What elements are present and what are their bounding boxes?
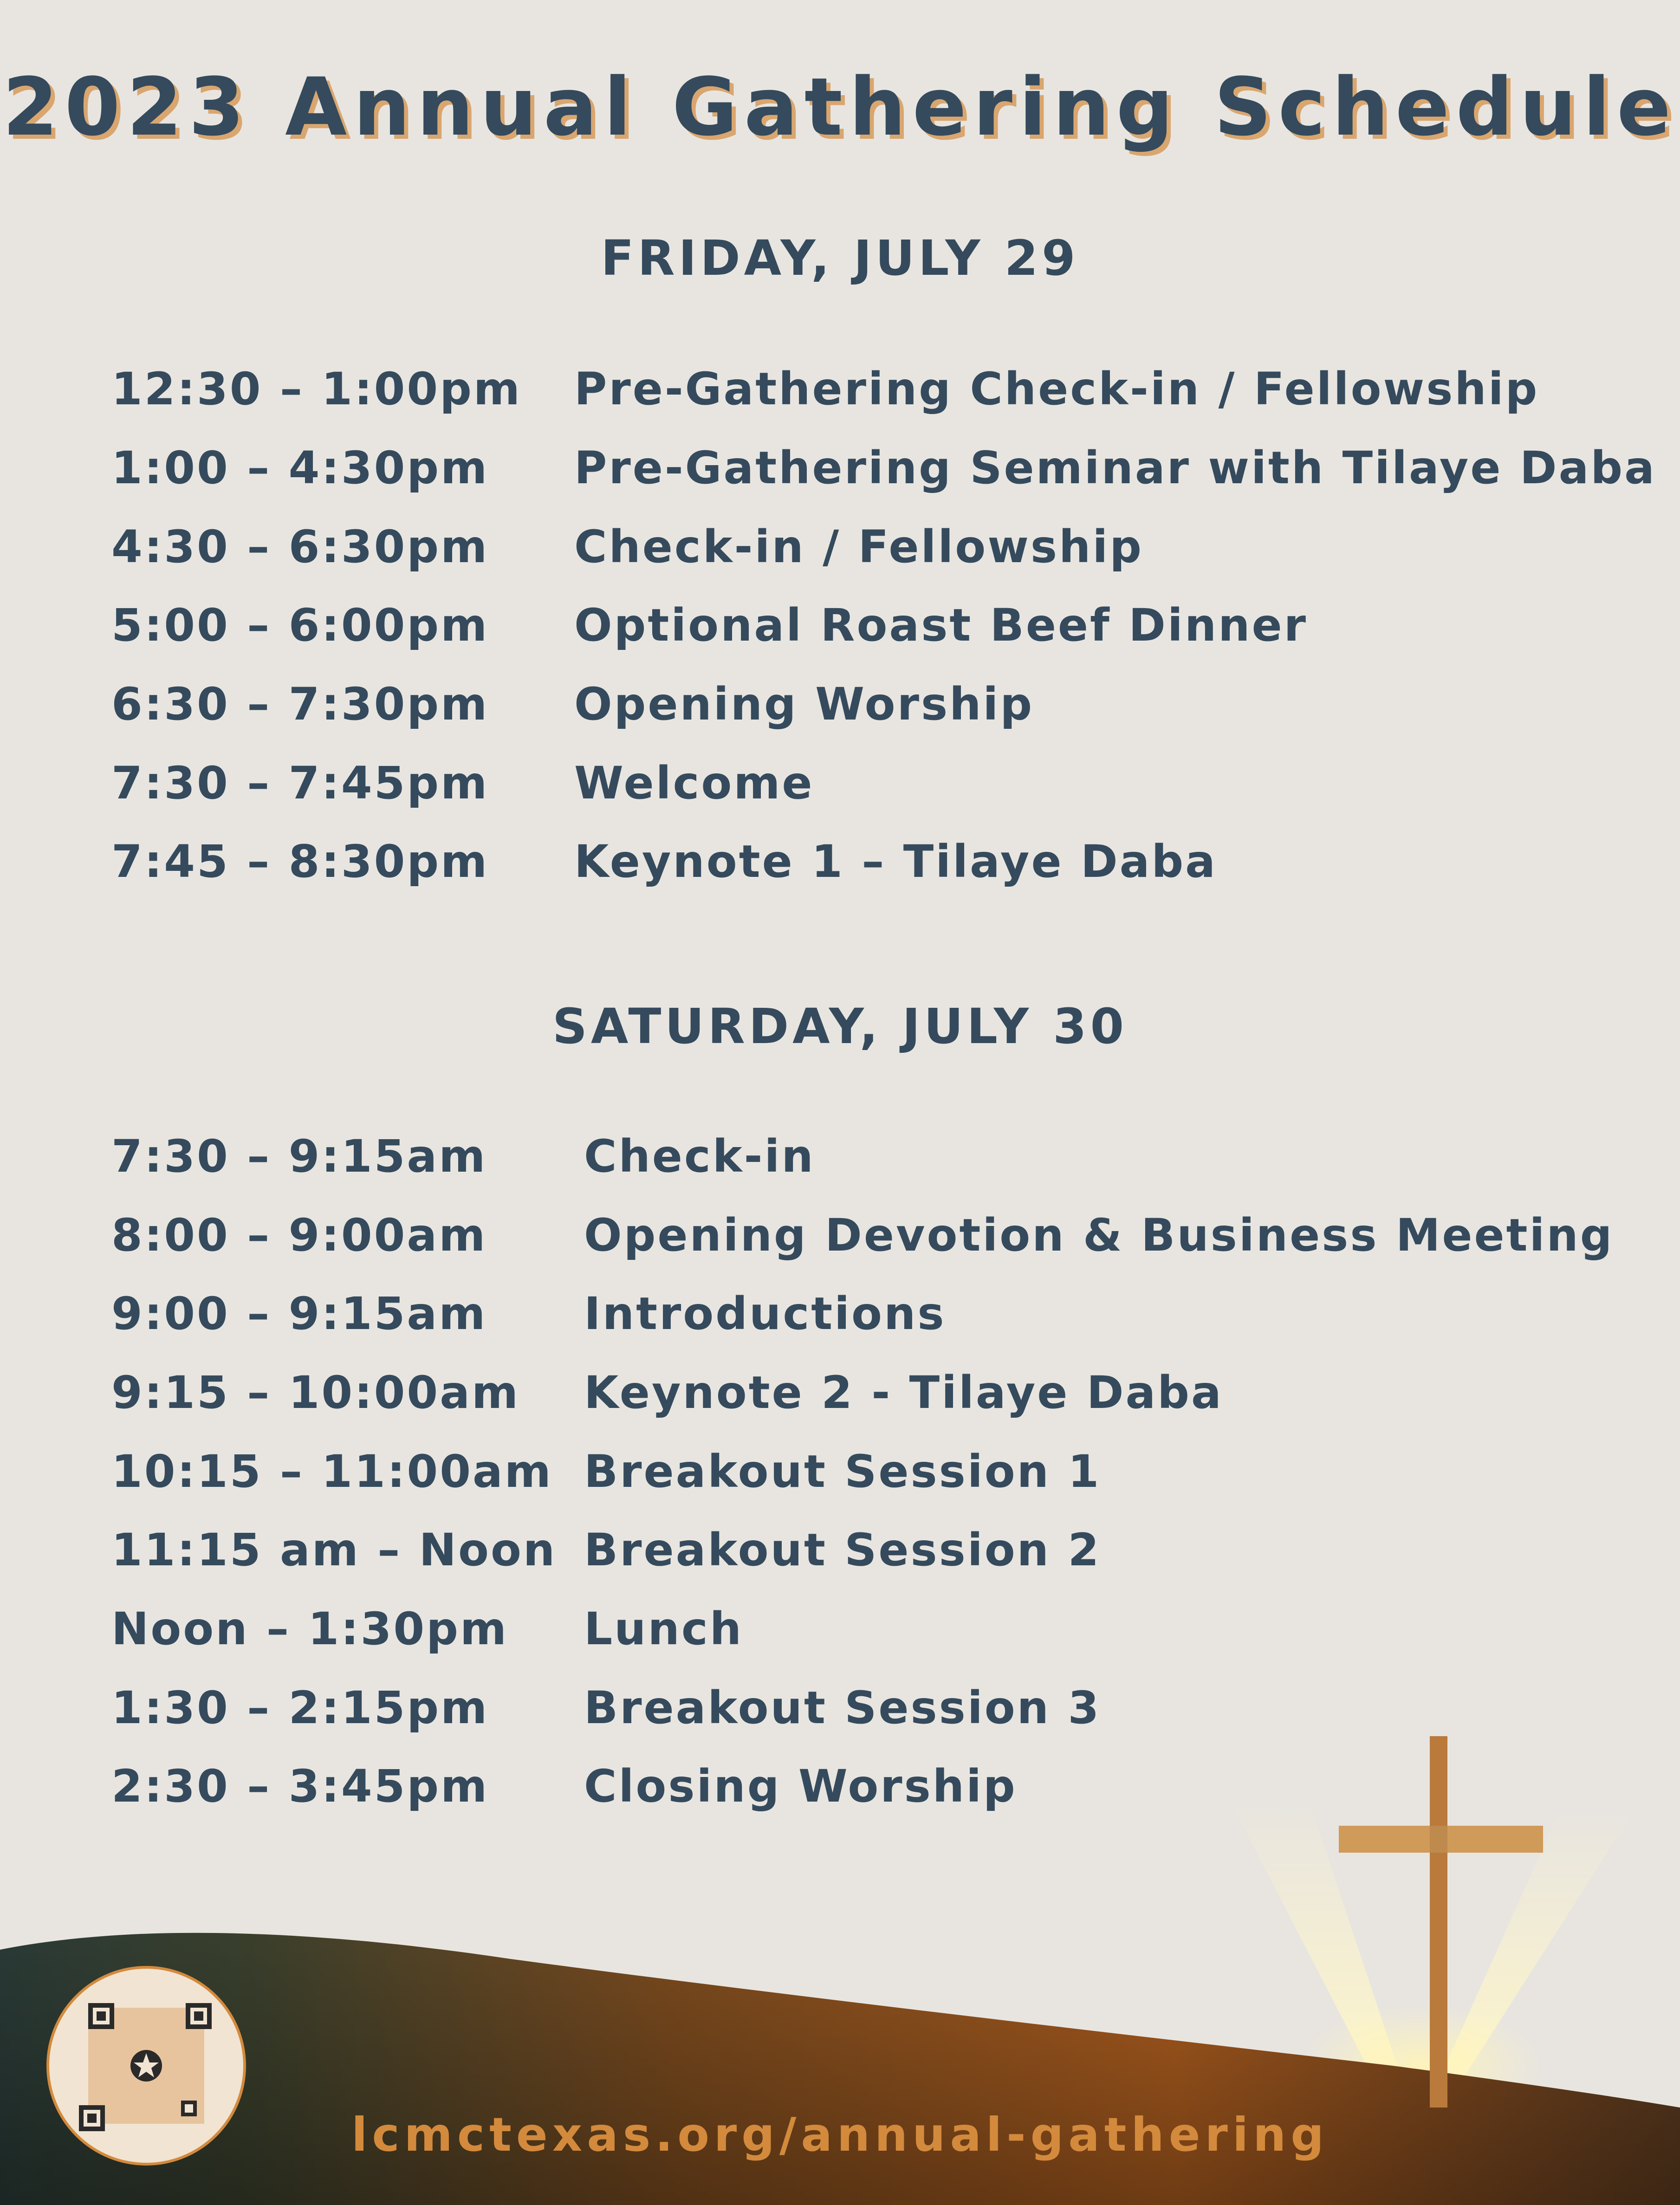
schedule-row	[0, 757, 1680, 822]
time-label: 12:30 – 1:00pm	[111, 363, 522, 415]
schedule-row	[0, 1446, 1680, 1511]
event-label: Keynote 2 - Tilaye Daba	[584, 1367, 1223, 1419]
event-label: Introductions	[584, 1288, 946, 1340]
schedule-row	[0, 1130, 1680, 1195]
schedule-row	[0, 1603, 1680, 1668]
time-label: 8:00 – 9:00am	[111, 1209, 487, 1261]
schedule-row	[0, 363, 1680, 428]
saturday-heading: SATURDAY, JULY 30	[552, 998, 1128, 1055]
time-label: 1:00 – 4:30pm	[111, 442, 489, 494]
schedule-row	[0, 1209, 1680, 1274]
time-label: 7:30 – 9:15am	[111, 1130, 487, 1182]
time-label: 10:15 – 11:00am	[111, 1446, 553, 1498]
time-label: 4:30 – 6:30pm	[111, 521, 489, 573]
event-label: Pre-Gathering Seminar with Tilaye Daba	[574, 442, 1656, 494]
event-label: Opening Devotion & Business Meeting	[584, 1209, 1614, 1261]
event-label: Opening Worship	[574, 678, 1034, 730]
event-label: Welcome	[574, 757, 814, 809]
time-label: 7:30 – 7:45pm	[111, 757, 489, 809]
time-label: 7:45 – 8:30pm	[111, 836, 489, 888]
time-label: 6:30 – 7:30pm	[111, 678, 489, 730]
time-label: 5:00 – 6:00pm	[111, 599, 489, 651]
schedule-row	[0, 1288, 1680, 1353]
time-label: 1:30 – 2:15pm	[111, 1682, 489, 1734]
time-label: 9:00 – 9:15am	[111, 1288, 487, 1340]
time-label: 9:15 – 10:00am	[111, 1367, 520, 1419]
schedule-row	[0, 678, 1680, 743]
time-label: 2:30 – 3:45pm	[111, 1760, 489, 1812]
schedule-row	[0, 1367, 1680, 1432]
event-label: Breakout Session 1	[584, 1446, 1101, 1498]
event-label: Check-in	[584, 1130, 815, 1182]
event-label: Optional Roast Beef Dinner	[574, 599, 1308, 651]
time-label: Noon – 1:30pm	[111, 1603, 508, 1655]
footer-url-link[interactable]: lcmctexas.org/annual-gathering	[351, 2108, 1329, 2162]
friday-heading: FRIDAY, JULY 29	[601, 230, 1079, 286]
event-label: Pre-Gathering Check-in / Fellowship	[574, 363, 1539, 415]
event-label: Closing Worship	[584, 1760, 1017, 1812]
schedule-row	[0, 599, 1680, 664]
event-label: Breakout Session 3	[584, 1682, 1101, 1734]
event-label: Breakout Session 2	[584, 1524, 1101, 1576]
event-label: Keynote 1 – Tilaye Daba	[574, 836, 1217, 888]
schedule-row	[0, 1524, 1680, 1589]
schedule-row	[0, 442, 1680, 507]
schedule-row	[0, 836, 1680, 901]
page-title: 2023 Annual Gathering Schedule	[2, 60, 1678, 154]
time-label: 11:15 am – Noon	[111, 1524, 557, 1576]
event-label: Lunch	[584, 1603, 744, 1655]
schedule-row	[0, 521, 1680, 586]
event-label: Check-in / Fellowship	[574, 521, 1144, 573]
